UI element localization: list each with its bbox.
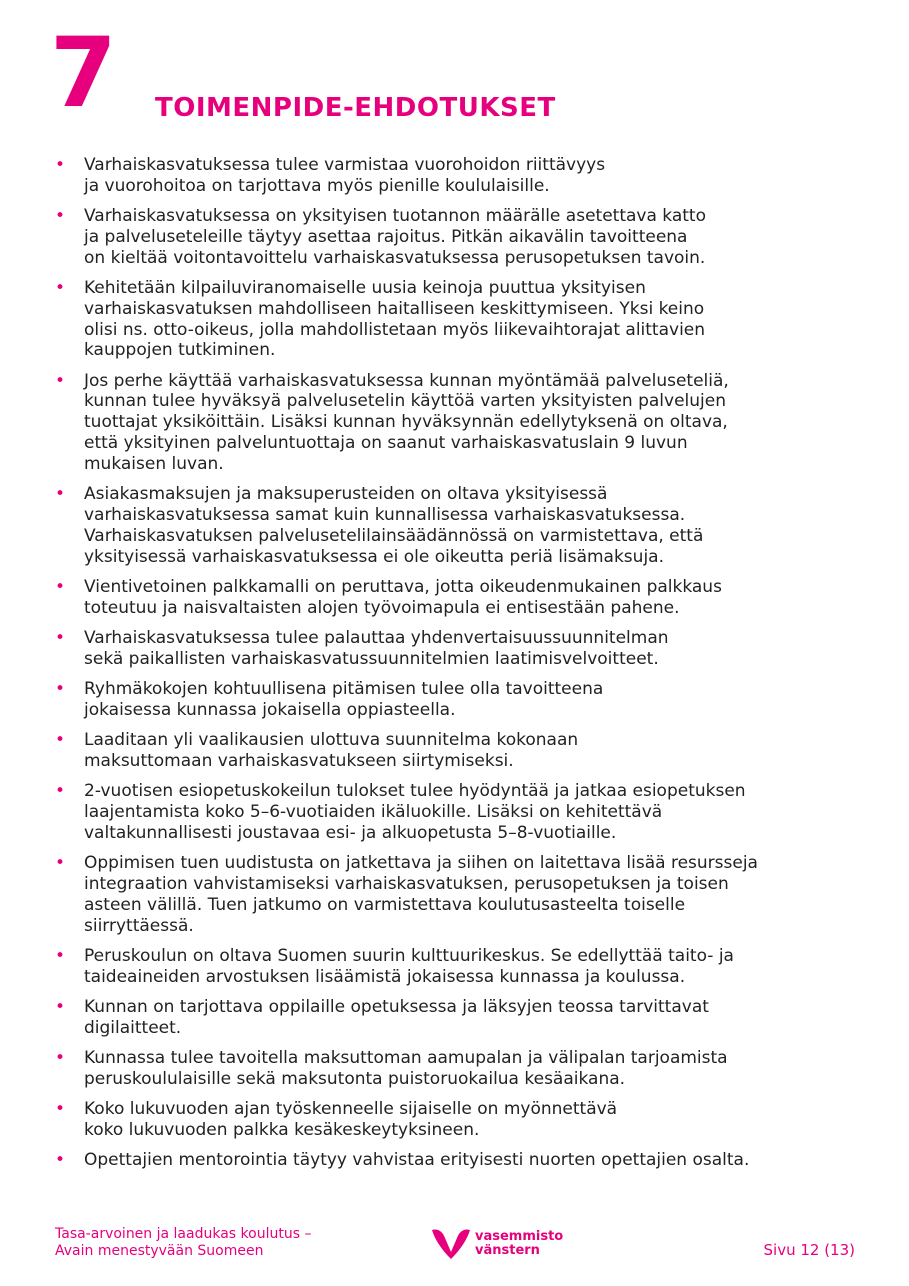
list-item xyxy=(55,946,855,988)
list-item-line: sekä paikallisten varhaiskasvatussuunnitelmien laatimisvelvoitteet. xyxy=(84,648,659,669)
list-item-line: toteutuu ja naisvaltaisten alojen työvoimapula ei entisestään pahene. xyxy=(84,597,680,618)
list-item-line: valtakunnallisesti joustavaa esi- ja alkuopetusta 5–8-vuotiaille. xyxy=(84,822,617,843)
list-item xyxy=(55,371,855,475)
bullet-icon: • xyxy=(55,1099,66,1120)
list-item-line: Ryhmäkokojen kohtuullisena pitämisen tulee olla tavoitteena xyxy=(84,679,604,700)
list-item-line: jokaisessa kunnassa jokaisella oppiasteella. xyxy=(84,699,456,720)
list-item-line: asteen välillä. Tuen jatkumo on varmistettava koulutusasteelta toiselle xyxy=(84,894,686,915)
list-item-line: Laaditaan yli vaalikausien ulottuva suunnitelma kokonaan xyxy=(84,730,579,751)
list-item-line: siirryttäessä. xyxy=(84,915,194,936)
list-item-line: kauppojen tutkiminen. xyxy=(84,340,276,361)
list-item-line: että yksityinen palveluntuottaja on saanut varhaiskasvatuslain 9 luvun xyxy=(84,433,688,454)
list-item-line: Varhaiskasvatuksessa tulee palauttaa yhdenvertaisuussuunnitelman xyxy=(84,627,669,648)
list-item-line: on kieltää voitontavoittelu varhaiskasvatuksessa perusopetuksen tavoin. xyxy=(84,247,706,268)
list-item-line: Kunnan on tarjottava oppilaille opetuksessa ja läksyjen teossa tarvittavat xyxy=(84,996,709,1017)
page-number: Sivu 12 (13) xyxy=(763,1241,855,1259)
list-item-line: tuottajat yksiköittäin. Lisäksi kunnan hyväksynnän edellytyksenä on oltava, xyxy=(84,412,728,433)
list-item xyxy=(55,730,855,772)
list-item-line: Varhaiskasvatuksessa on yksityisen tuotannon määrälle asetettava katto xyxy=(84,206,706,227)
list-item-line: varhaiskasvatuksen mahdolliseen haitalliseen keskittymiseen. Yksi keino xyxy=(84,298,705,319)
list-item-line: integraation vahvistamiseksi varhaiskasvatuksen, perusopetuksen ja toisen xyxy=(84,873,729,894)
list-item-line: Opettajien mentorointia täytyy vahvistaa erityisesti nuorten opettajien osalta. xyxy=(84,1150,750,1171)
list-item-line: Varhaiskasvatuksessa tulee varmistaa vuorohoidon riittävyys xyxy=(84,155,606,175)
bullet-icon: • xyxy=(55,370,66,391)
list-item-line: varhaiskasvatuksessa samat kuin kunnallisessa varhaiskasvatuksessa. xyxy=(84,504,686,525)
list-item xyxy=(55,484,855,567)
bullet-icon: • xyxy=(55,206,66,227)
logo-wordmark xyxy=(475,1230,563,1258)
list-item-line: taideaineiden arvostuksen lisäämistä jokaisessa kunnassa ja koulussa. xyxy=(84,966,686,987)
list-item-line: Koko lukuvuoden ajan työskenneelle sijaiselle on myönnettävä xyxy=(84,1099,618,1120)
bullet-icon: • xyxy=(55,679,66,700)
bullet-icon: • xyxy=(55,781,66,802)
list-item xyxy=(55,278,855,361)
logo-line-swedish: vänstern xyxy=(475,1243,540,1258)
list-item-line: ja palveluseteleille täytyy asettaa rajoitus. Pitkän aikavälin tavoitteena xyxy=(84,226,688,247)
list-item xyxy=(55,853,855,936)
list-item-line: digilaitteet. xyxy=(84,1017,182,1038)
list-item xyxy=(55,577,855,619)
list-item-line: koko lukuvuoden palkka kesäkeskeytyksineen. xyxy=(84,1119,480,1140)
list-item-line: mukaisen luvan. xyxy=(84,453,224,474)
bullet-icon: • xyxy=(55,945,66,966)
bullet-icon: • xyxy=(55,1047,66,1068)
list-item-line: Oppimisen tuen uudistusta on jatkettava ja siihen on laitettava lisää resursseja xyxy=(84,853,758,874)
list-item-line: Jos perhe käyttää varhaiskasvatuksessa kunnan myöntämää palveluseteliä, xyxy=(84,370,729,391)
list-item xyxy=(55,1099,855,1141)
list-item-line: peruskoululaisille sekä maksutonta puistoruokailua kesäaikana. xyxy=(84,1068,626,1089)
list-item xyxy=(55,155,855,197)
vasemmisto-logo xyxy=(430,1226,570,1262)
footer-title-line: Tasa-arvoinen ja laadukas koulutus – xyxy=(55,1226,312,1242)
bullet-icon: • xyxy=(55,1150,66,1171)
bullet-icon: • xyxy=(55,853,66,874)
chapter-number: 7 xyxy=(50,17,115,129)
bullet-icon: • xyxy=(55,155,66,175)
list-item-line: maksuttomaan varhaiskasvatukseen siirtymiseksi. xyxy=(84,750,514,771)
heart-v-logo-icon xyxy=(430,1226,472,1260)
proposal-list xyxy=(55,155,855,1180)
list-item xyxy=(55,1150,855,1171)
footer-subtitle-line: Avain menestyvään Suomeen xyxy=(55,1243,264,1259)
bullet-icon: • xyxy=(55,484,66,505)
list-item-line: 2-vuotisen esiopetuskokeilun tulokset tulee hyödyntää ja jatkaa esiopetuksen xyxy=(84,781,746,802)
bullet-icon: • xyxy=(55,730,66,751)
footer-document-title xyxy=(55,1226,311,1260)
list-item-line: ja vuorohoitoa on tarjottava myös pienille koululaisille. xyxy=(84,175,550,196)
list-item xyxy=(55,206,855,268)
list-item xyxy=(55,679,855,721)
logo-line-finnish: vasemmisto xyxy=(475,1229,564,1244)
list-item-line: Asiakasmaksujen ja maksuperusteiden on oltava yksityisessä xyxy=(84,484,608,505)
list-item xyxy=(55,997,855,1039)
bullet-icon: • xyxy=(55,627,66,648)
list-item-line: Varhaiskasvatuksen palvelusetelilainsäädännössä on varmistettava, että xyxy=(84,525,704,546)
list-item-line: olisi ns. otto-oikeus, jolla mahdollistetaan myös liikevaihtorajat alittavien xyxy=(84,319,706,340)
list-item-line: Vientivetoinen palkkamalli on peruttava, jotta oikeudenmukainen palkkaus xyxy=(84,576,722,597)
list-item-line: laajentamista koko 5–6-vuotiaiden ikäluokille. Lisäksi on kehitettävä xyxy=(84,802,663,823)
list-item xyxy=(55,628,855,670)
list-item-line: yksityisessä varhaiskasvatuksessa ei ole oikeutta periä lisämaksuja. xyxy=(84,546,664,567)
bullet-icon: • xyxy=(55,996,66,1017)
list-item xyxy=(55,1048,855,1090)
chapter-title: TOIMENPIDE-EHDOTUKSET xyxy=(155,93,556,123)
list-item-line: kunnan tulee hyväksyä palvelusetelin käyttöä varten yksityisten palvelujen xyxy=(84,391,726,412)
list-item xyxy=(55,781,855,843)
bullet-icon: • xyxy=(55,277,66,298)
list-item-line: Kehitetään kilpailuviranomaiselle uusia keinoja puuttua yksityisen xyxy=(84,277,646,298)
list-item-line: Peruskoulun on oltava Suomen suurin kulttuurikeskus. Se edellyttää taito- ja xyxy=(84,945,734,966)
list-item-line: Kunnassa tulee tavoitella maksuttoman aamupalan ja välipalan tarjoamista xyxy=(84,1047,728,1068)
bullet-icon: • xyxy=(55,576,66,597)
